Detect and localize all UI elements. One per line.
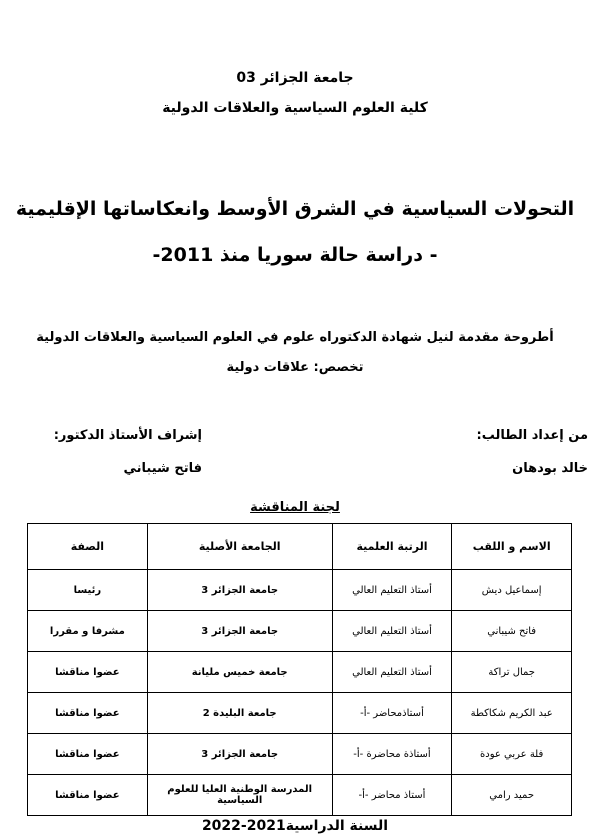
member-name: إسماعيل ديش [452, 570, 572, 611]
table-row [28, 734, 572, 775]
member-role: عضوا مناقشا [28, 693, 148, 734]
member-rank: أستاذة محاضرة -أ- [332, 734, 452, 775]
table-row [28, 693, 572, 734]
header-role: الصفة [28, 524, 148, 570]
thesis-description: أطروحة مقدمة لنيل شهادة الدكتوراه علوم في العلوم السياسية والعلاقات الدولية [36, 330, 554, 345]
member-university: المدرسة الوطنية العليا للعلوم السياسية [147, 775, 332, 816]
table-row [28, 611, 572, 652]
header-name: الاسم و اللقب [452, 524, 572, 570]
committee-table-header-row [28, 524, 572, 570]
thesis-specialization: تخصص: علاقات دولية [226, 360, 364, 375]
member-university: جامعة الجزائر 3 [147, 734, 332, 775]
member-rank: أستاذ التعليم العالي [332, 570, 452, 611]
committee-table [27, 523, 572, 816]
member-university: جامعة الجزائر 3 [147, 611, 332, 652]
table-row [28, 570, 572, 611]
member-rank: أستاذمحاضر -أ- [332, 693, 452, 734]
member-name: جمال تراكة [452, 652, 572, 693]
member-rank: أستاذ التعليم العالي [332, 611, 452, 652]
supervisor-name: فاتح شيباني [123, 461, 202, 476]
member-name: فلة عربي عودة [452, 734, 572, 775]
member-name: حميد رامي [452, 775, 572, 816]
member-name: فاتح شيباني [452, 611, 572, 652]
member-role: عضوا مناقشا [28, 652, 148, 693]
academic-year: السنة الدراسية2021-2022 [201, 818, 389, 834]
supervisor-label: إشراف الأستاذ الدكتور: [53, 428, 202, 443]
header-rank: الرتبة العلمية [332, 524, 452, 570]
thesis-title-line1: التحولات السياسية في الشرق الأوسط وانعكاساتها الإقليمية [15, 198, 575, 220]
member-university: جامعة البليدة 2 [147, 693, 332, 734]
member-role: عضوا مناقشا [28, 734, 148, 775]
committee-title: لجنة المناقشة [250, 500, 340, 515]
prepared-by-label: من إعداد الطالب: [476, 428, 588, 443]
header-university: الجامعة الأصلية [147, 524, 332, 570]
member-role: مشرفا و مقررا [28, 611, 148, 652]
member-rank: أستاذ محاضر -أ- [332, 775, 452, 816]
member-university: جامعة الجزائر 3 [147, 570, 332, 611]
member-name: عبد الكريم شكاكطة [452, 693, 572, 734]
member-university: جامعة خميس مليانة [147, 652, 332, 693]
faculty-name: كلية العلوم السياسية والعلاقات الدولية [162, 100, 428, 116]
member-role: رئيسا [28, 570, 148, 611]
university-name: جامعة الجزائر 03 [236, 70, 354, 86]
student-name: خالد بودهان [512, 461, 588, 476]
table-row [28, 775, 572, 816]
member-role: عضوا مناقشا [28, 775, 148, 816]
table-row [28, 652, 572, 693]
thesis-title-line2: - دراسة حالة سوريا منذ 2011- [152, 244, 438, 266]
member-rank: أستاذ التعليم العالي [332, 652, 452, 693]
